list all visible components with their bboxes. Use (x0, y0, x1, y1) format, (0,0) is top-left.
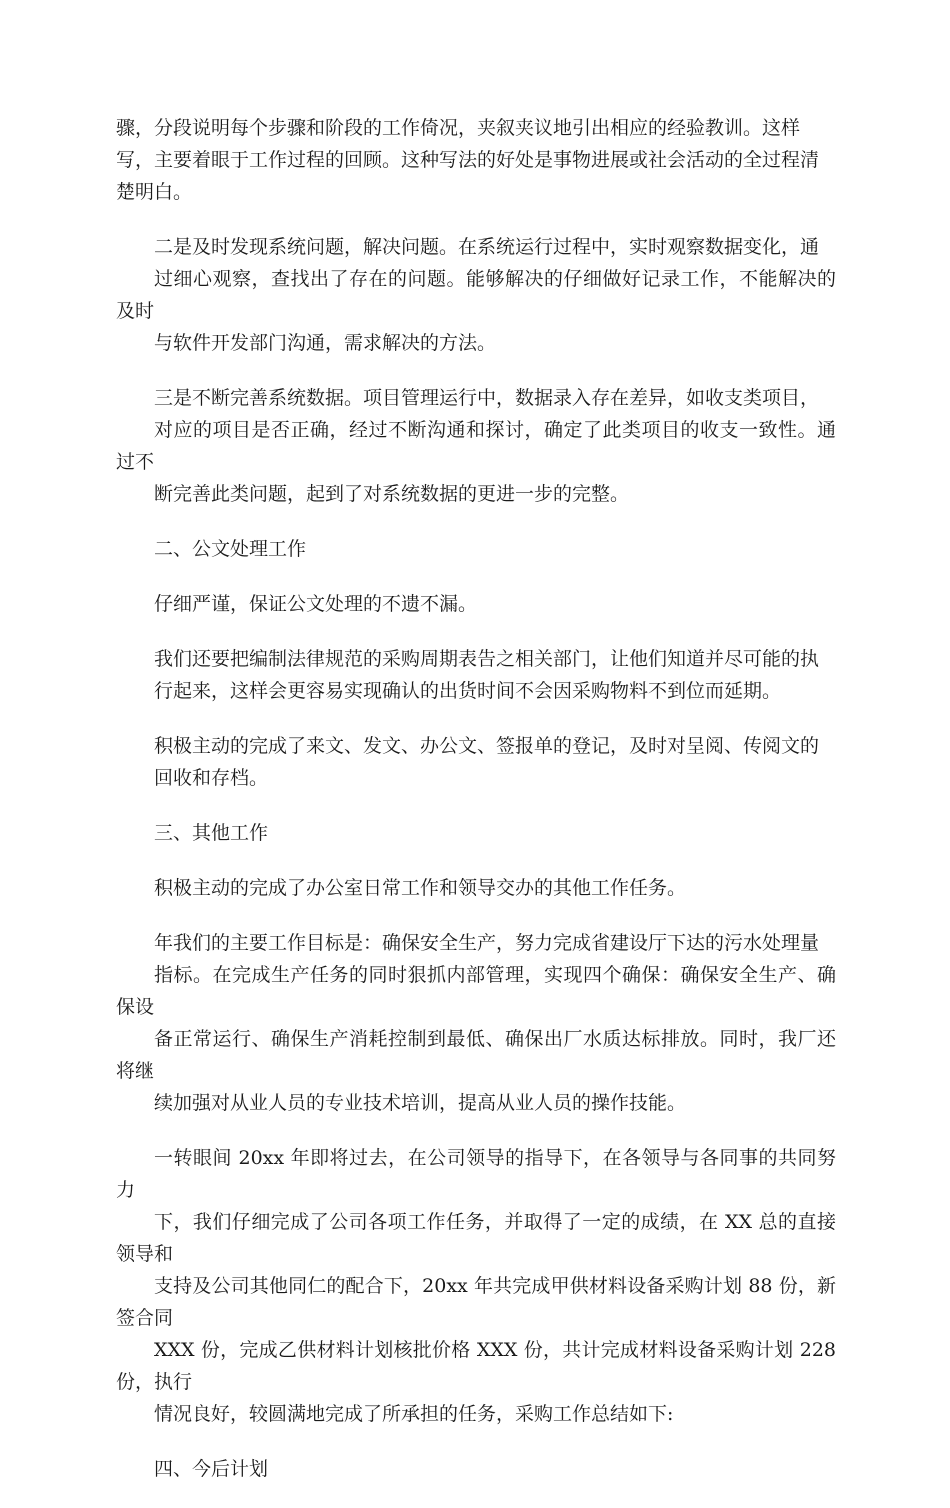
text-line: 一转眼间 20xx 年即将过去，在公司领导的指导下，在各领导与各同事的共同努力 (116, 1147, 836, 1201)
paragraph-office-daily-work (116, 872, 836, 904)
text-line: XXX 份，完成乙供材料计划核批价格 XXX 份，共计完成材料设备采购计划 228 份，执行 (116, 1339, 836, 1393)
paragraph-annual-goals (116, 927, 836, 1119)
text-line: 情况良好，较圆满地完成了所承担的任务，采购工作总结如下: (154, 1403, 674, 1425)
paragraph-system-problems (116, 231, 836, 359)
text-line: 积极主动的完成了来文、发文、办公文、签报单的登记，及时对呈阅、传阅文的 (154, 735, 820, 757)
section-heading-future-plans (116, 1453, 836, 1485)
text-line: 备正常运行、确保生产消耗控制到最低、确保出厂水质达标排放。同时，我厂还将继 (116, 1028, 836, 1082)
text-line: 对应的项目是否正确，经过不断沟通和探讨，确定了此类项目的收支一致性。通过不 (116, 419, 836, 473)
paragraph-document-registration (116, 730, 836, 794)
text-line: 仔细严谨，保证公文处理的不遗不漏。 (154, 593, 478, 615)
text-line: 与软件开发部门沟通，需求解决的方法。 (154, 332, 497, 354)
text-line: 回收和存档。 (154, 767, 269, 789)
text-line: 续加强对从业人员的专业技术培训，提高从业人员的操作技能。 (154, 1092, 687, 1114)
paragraph-system-data (116, 382, 836, 510)
paragraph-careful-handling (116, 588, 836, 620)
document-body (116, 112, 836, 1508)
text-line: 三是不断完善系统数据。项目管理运行中，数据录入存在差异，如收支类项目， (154, 387, 820, 409)
text-line: 支持及公司其他同仁的配合下，20xx 年共完成甲供材料设备采购计划 88 份，新签合同 (116, 1275, 836, 1329)
text-line: 写，主要着眼于工作过程的回顾。这种写法的好处是事物进展或社会活动的全过程清 (116, 149, 820, 171)
heading-text: 四、今后计划 (154, 1458, 269, 1480)
text-line: 我们还要把编制法律规范的采购周期表告之相关部门，让他们知道并尽可能的执 (154, 648, 820, 670)
paragraph-procurement-summary (116, 1142, 836, 1430)
paragraph-work-process-review (116, 112, 836, 208)
text-line: 行起来，这样会更容易实现确认的出货时间不会因采购物料不到位而延期。 (154, 680, 782, 702)
text-line: 骤，分段说明每个步骤和阶段的工作倚况，夹叙夹议地引出相应的经验教训。这样 (116, 117, 801, 139)
text-line: 楚明白。 (116, 181, 193, 203)
section-heading-other-work (116, 817, 836, 849)
text-line: 二是及时发现系统问题，解决问题。在系统运行过程中，实时观察数据变化，通 (154, 236, 820, 258)
text-line: 积极主动的完成了办公室日常工作和领导交办的其他工作任务。 (154, 877, 687, 899)
text-line: 断完善此类问题，起到了对系统数据的更进一步的完整。 (154, 483, 630, 505)
paragraph-procurement-schedule (116, 643, 836, 707)
text-line: 下，我们仔细完成了公司各项工作任务，并取得了一定的成绩，在 XX 总的直接领导和 (116, 1211, 836, 1265)
section-heading-document-handling (116, 533, 836, 565)
heading-text: 二、公文处理工作 (154, 538, 307, 560)
heading-text: 三、其他工作 (154, 822, 269, 844)
text-line: 年我们的主要工作目标是：确保安全生产，努力完成省建设厅下达的污水处理量 (154, 932, 820, 954)
text-line: 指标。在完成生产任务的同时狠抓内部管理，实现四个确保：确保安全生产、确保设 (116, 964, 836, 1018)
text-line: 过细心观察，查找出了存在的问题。能够解决的仔细做好记录工作，不能解决的及时 (116, 268, 836, 322)
